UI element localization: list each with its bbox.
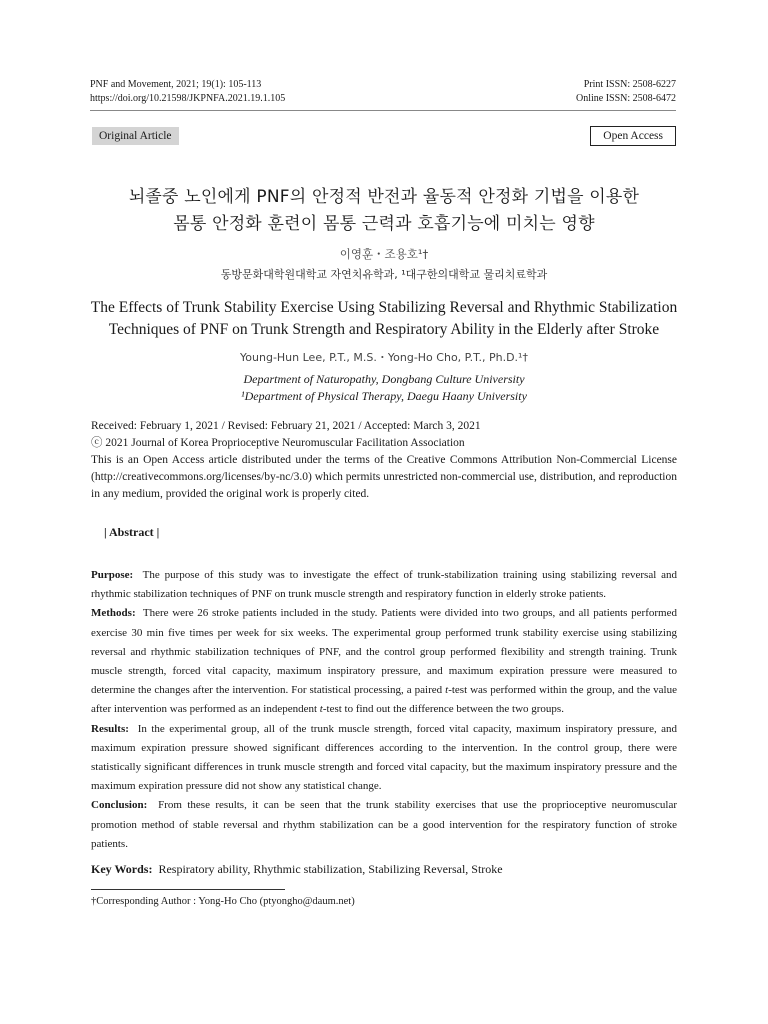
keywords-text: Respiratory ability, Rhythmic stabilization, Stabilizing Reversal, Stroke bbox=[158, 862, 503, 876]
article-type-badge: Original Article bbox=[92, 127, 179, 145]
methods-t-italic-2: t bbox=[319, 703, 323, 716]
conclusion-text: From these results, it can be seen that the trunk stability exercises that use the proprioceptive neuromuscular promotion method of stable reversal and rhythm stabilization can be a good intervention for the respiratory function of stroke patients. bbox=[91, 799, 677, 850]
english-affiliations bbox=[60, 371, 708, 405]
doi-link[interactable]: https://doi.org/10.21598/JKPNFA.2021.19.1.105 bbox=[90, 93, 286, 104]
korean-authors: 이영훈・조용호¹† bbox=[339, 247, 429, 261]
korean-title-line2: 몸통 안정화 훈련이 몸통 근력과 호흡기능에 미치는 영향 bbox=[173, 214, 595, 234]
conclusion-label: Conclusion: bbox=[91, 799, 148, 812]
license-statement: This is an Open Access article distributed under the terms of the Creative Commons Attribution Non-Commercial License (http://creativecommons.org/licenses/by-nc/3.0) which permits unrestricted non-commercial use, distribution, and reproduction in any medium, provided the original work is properly cited. bbox=[91, 454, 677, 500]
english-title-line2: Techniques of PNF on Trunk Strength and Respiratory Ability in the Elderly after Stroke bbox=[108, 321, 660, 338]
methods-label: Methods: bbox=[91, 607, 136, 620]
corresponding-author-footnote: †Corresponding Author : Yong-Ho Cho (ptyongho@daum.net) bbox=[91, 896, 355, 907]
keywords bbox=[91, 862, 503, 877]
english-authors: Young-Hun Lee, P.T., M.S.・Yong-Ho Cho, P.T., Ph.D.¹† bbox=[240, 351, 528, 364]
affiliation-2: ¹Department of Physical Therapy, Daegu Haany University bbox=[241, 389, 527, 403]
copyright-notice: ⓒ 2021 Journal of Korea Proprioceptive Neuromuscular Facilitation Association bbox=[91, 437, 465, 449]
open-access-badge: Open Access bbox=[590, 126, 676, 146]
methods-text-b: -test was performed within the group, and the value after intervention was performed as an independent bbox=[91, 684, 677, 716]
abstract-purpose bbox=[91, 566, 677, 604]
abstract-methods bbox=[91, 604, 677, 719]
journal-header-left bbox=[90, 78, 285, 106]
journal-header-right bbox=[576, 78, 676, 106]
abstract-conclusion bbox=[91, 796, 677, 854]
korean-title bbox=[60, 184, 708, 238]
purpose-text: The purpose of this study was to investigate the effect of trunk-stabilization training using stabilizing reversal and rhythmic stabilization techniques of PNF on trunk muscle strength and respiratory function in elderly stroke patients. bbox=[91, 569, 677, 601]
abstract-heading: | Abstract | bbox=[104, 525, 160, 539]
methods-text-a: There were 26 stroke patients included in the study. Patients were divided into two groups, and all patients performed exercise 30 min five times per week for six weeks. The experimental group performed trunk stability exercise using stabilizing reversal and rhythmic stabilization techniques of PNF, and the control group performed flexibility and strength training. Trunk muscle strength, forced vital capacity, maximum inspiratory pressure, and maximum expiration pressure were measured to determine the changes after the intervention. For statistical processing, a paired bbox=[91, 607, 677, 697]
header-divider bbox=[90, 110, 676, 111]
purpose-label: Purpose: bbox=[91, 569, 134, 581]
results-label: Results: bbox=[91, 722, 129, 735]
english-title-line1: The Effects of Trunk Stability Exercise Using Stabilizing Reversal and Rhythmic Stabilization bbox=[90, 299, 678, 316]
korean-title-line1: 뇌졸중 노인에게 PNF의 안정적 반전과 율동적 안정화 기법을 이용한 bbox=[128, 187, 640, 207]
abstract-results bbox=[91, 720, 677, 797]
article-metadata bbox=[91, 418, 677, 503]
english-title bbox=[70, 297, 698, 341]
affiliation-1: Department of Naturopathy, Dongbang Culture University bbox=[243, 372, 525, 386]
print-issn: Print ISSN: 2508-6227 bbox=[583, 79, 676, 90]
footnote-divider bbox=[91, 889, 285, 890]
online-issn: Online ISSN: 2508-6472 bbox=[576, 93, 676, 104]
methods-t-italic-1: t bbox=[445, 684, 449, 697]
results-text: In the experimental group, all of the trunk muscle strength, forced vital capacity, maximum inspiratory pressure, and maximum expiration pressure showed significant differences according to the intervention. In the control group, there were statistically significant differences in trunk muscle strength and forced vital capacity, but the maximum inspiratory pressure and the maximum expiration pressure did not show any statistical change. bbox=[91, 722, 678, 793]
received-dates: Received: February 1, 2021 / Revised: February 21, 2021 / Accepted: March 3, 2021 bbox=[91, 420, 481, 432]
journal-citation: PNF and Movement, 2021; 19(1): 105-113 bbox=[90, 79, 262, 90]
methods-text-c: -test to find out the difference between the two groups. bbox=[322, 703, 564, 716]
korean-affiliations: 동방문화대학원대학교 자연치유학과, ¹대구한의대학교 물리치료학과 bbox=[220, 268, 548, 281]
keywords-label: Key Words: bbox=[91, 862, 153, 876]
abstract-body bbox=[91, 566, 677, 854]
